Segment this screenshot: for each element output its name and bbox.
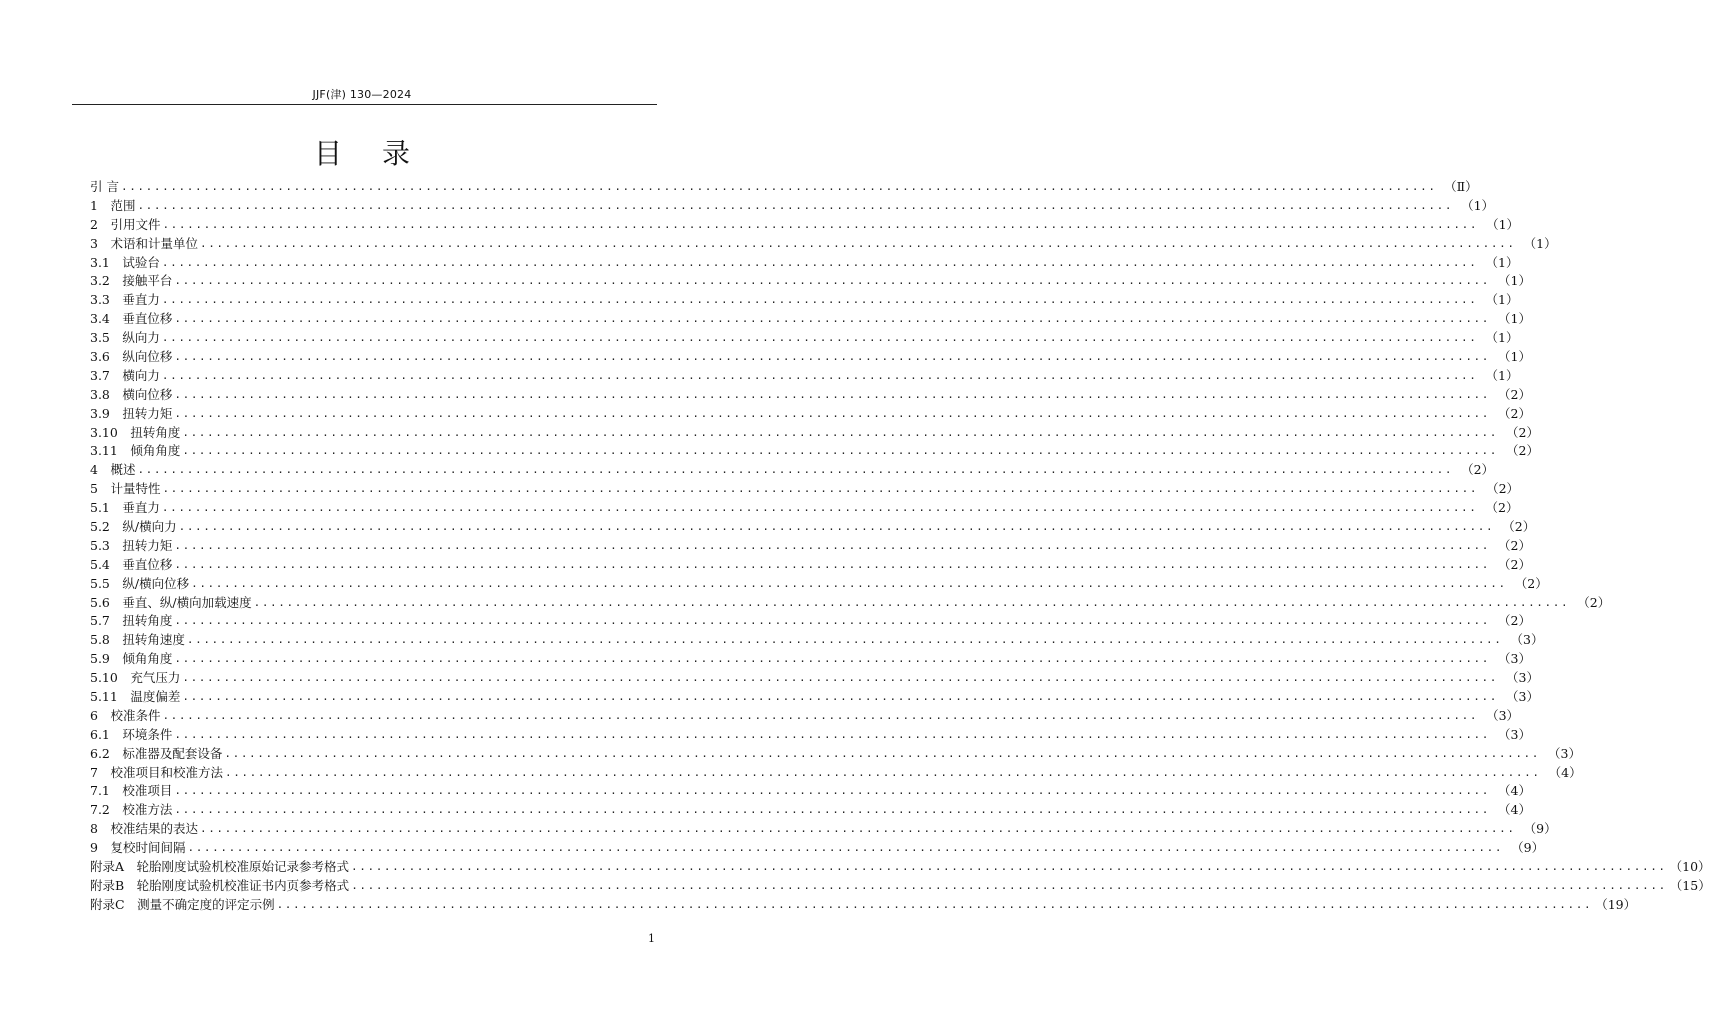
toc-entry (90, 839, 1545, 858)
toc-entry (90, 518, 1536, 537)
toc-entry-page: （2） (1577, 594, 1611, 610)
toc-dot-leader: ................................................................................................................................................................ (276, 897, 1593, 911)
toc-entry-page: （2） (1502, 519, 1536, 535)
toc-entry-page: （2） (1498, 556, 1531, 572)
toc-entry (90, 575, 1548, 594)
toc-entry (90, 235, 1557, 254)
toc-dot-leader: ................................................................................................................................................................ (174, 274, 1490, 288)
toc-dot-leader: ................................................................................................................................................................ (137, 463, 1454, 477)
toc-entry (90, 858, 1711, 877)
toc-entry-page: （1） (1486, 216, 1520, 232)
toc-entry-label: 5.7 扭转角度 (90, 613, 173, 629)
toc-entry (90, 537, 1531, 556)
toc-dot-leader: ................................................................................................................................................................ (174, 727, 1490, 741)
toc-entry-label: 3.7 横向力 (90, 367, 160, 383)
toc-dot-leader: ................................................................................................................................................................ (182, 671, 1498, 685)
toc-entry (90, 669, 1539, 688)
toc-dot-leader: ................................................................................................................................................................ (191, 576, 1507, 590)
toc-dot-leader: ................................................................................................................................................................ (253, 595, 1570, 609)
toc-entry (90, 480, 1520, 499)
toc-entry-page: （2） (1506, 424, 1539, 440)
toc-entry-label: 1 范围 (90, 197, 136, 213)
toc-entry-label: 3.11 倾角角度 (90, 443, 181, 459)
toc-entry (90, 801, 1531, 820)
toc-entry-label: 5.3 扭转力矩 (90, 537, 173, 553)
toc-dot-leader: ................................................................................................................................................................ (161, 368, 1478, 382)
toc-entry-label: 附录C 测量不确定度的评定示例 (90, 896, 275, 912)
toc-entry-page: （2） (1461, 462, 1495, 478)
toc-entry-label: 5.10 充气压力 (90, 670, 181, 686)
toc-dot-leader: ................................................................................................................................................................ (182, 425, 1498, 439)
toc-entry (90, 726, 1531, 745)
toc-entry-label: 5.8 扭转角速度 (90, 632, 185, 648)
toc-dot-leader: ................................................................................................................................................................ (174, 784, 1490, 798)
toc-entry-label: 3.5 纵向力 (90, 330, 160, 346)
toc-dot-leader: ................................................................................................................................................................ (174, 312, 1490, 326)
toc-dot-leader: ................................................................................................................................................................ (224, 746, 1540, 760)
table-of-contents (90, 178, 1711, 915)
toc-entry (90, 254, 1519, 273)
toc-entry-page: （2） (1485, 500, 1519, 516)
toc-entry (90, 310, 1531, 329)
toc-entry-page: （15） (1669, 877, 1711, 893)
toc-dot-leader: ................................................................................................................................................................ (186, 633, 1503, 647)
toc-entry-page: （2） (1486, 481, 1520, 497)
toc-dot-leader: ................................................................................................................................................................ (187, 841, 1504, 855)
toc-entry-label: 2 引用文件 (90, 216, 161, 232)
toc-dot-leader: ................................................................................................................................................................ (351, 860, 1667, 874)
toc-entry-page: （1） (1498, 349, 1531, 364)
toc-dot-leader: ................................................................................................................................................................ (161, 331, 1478, 345)
toc-entry (90, 650, 1531, 669)
toc-entry (90, 405, 1531, 424)
toc-entry (90, 291, 1519, 310)
toc-dot-leader: ................................................................................................................................................................ (199, 822, 1516, 836)
toc-entry-page: （3） (1506, 689, 1539, 705)
toc-entry (90, 594, 1611, 613)
toc-dot-leader: ................................................................................................................................................................ (162, 708, 1479, 722)
toc-entry-page: （1） (1498, 273, 1531, 289)
toc-entry (90, 783, 1531, 802)
toc-entry-label: 9 复校时间间隔 (90, 840, 186, 856)
toc-dot-leader: ................................................................................................................................................................ (174, 803, 1490, 817)
toc-entry-label: 5 计量特性 (90, 481, 161, 497)
toc-entry-page: （2） (1498, 405, 1531, 421)
toc-entry-page: （3） (1486, 707, 1520, 723)
toc-entry-label: 5.2 纵/横向力 (90, 519, 177, 535)
toc-entry-label: 附录A 轮胎刚度试验机校准原始记录参考格式 (90, 859, 350, 875)
toc-entry-page: （10） (1669, 859, 1711, 875)
toc-entry-page: （1） (1485, 367, 1519, 383)
toc-entry-page: （3） (1548, 745, 1581, 761)
toc-entry (90, 688, 1539, 707)
toc-entry-page: （Ⅱ） (1444, 178, 1478, 194)
document-header-code: JJF(津) 130—2024 (312, 88, 412, 101)
toc-entry (90, 461, 1495, 480)
header-rule (72, 104, 657, 105)
toc-entry (90, 178, 1478, 197)
toc-entry-page: （2） (1498, 537, 1531, 553)
toc-entry-label: 7.1 校准项目 (90, 783, 173, 799)
toc-entry-page: （1） (1485, 330, 1519, 346)
toc-dot-leader: ................................................................................................................................................................ (174, 406, 1490, 420)
toc-dot-leader: ................................................................................................................................................................ (174, 538, 1490, 552)
toc-dot-leader: ................................................................................................................................................................ (161, 501, 1478, 515)
toc-entry-label: 5.6 垂直、纵/横向加载速度 (90, 594, 252, 610)
toc-entry-page: （4） (1498, 783, 1531, 799)
toc-entry (90, 707, 1520, 726)
toc-entry-page: （1） (1485, 292, 1519, 308)
toc-entry-page: （19） (1595, 896, 1637, 912)
toc-entry-label: 3.1 试验台 (90, 254, 160, 270)
toc-dot-leader: ................................................................................................................................................................ (174, 614, 1490, 628)
toc-entry-page: （4） (1498, 802, 1531, 818)
toc-entry (90, 631, 1544, 650)
toc-entry-label: 5.9 倾角角度 (90, 651, 173, 667)
toc-entry (90, 764, 1582, 783)
toc-entry-label: 5.5 纵/横向位移 (90, 575, 190, 591)
toc-entry (90, 745, 1581, 764)
toc-entry (90, 820, 1557, 839)
toc-entry-page: （3） (1498, 651, 1531, 667)
toc-entry-page: （3） (1506, 670, 1539, 686)
toc-entry-page: （2） (1506, 443, 1539, 459)
toc-entry (90, 216, 1520, 235)
page-title: 目录 (313, 137, 450, 170)
toc-dot-leader: ................................................................................................................................................................ (174, 350, 1490, 363)
toc-entry (90, 197, 1495, 216)
toc-entry-page: （1） (1485, 254, 1519, 270)
toc-entry-page: （2） (1514, 575, 1548, 591)
toc-entry-label: 3.4 垂直位移 (90, 311, 173, 327)
toc-dot-leader: ................................................................................................................................................................ (174, 652, 1490, 666)
toc-entry-label: 8 校准结果的表达 (90, 821, 198, 837)
toc-entry-page: （4） (1548, 764, 1582, 780)
toc-entry (90, 386, 1531, 405)
page-number: 1 (648, 932, 655, 945)
toc-entry-label: 4 概述 (90, 462, 136, 478)
toc-entry-label: 3.10 扭转角度 (90, 424, 181, 440)
toc-dot-leader: ................................................................................................................................................................ (182, 444, 1498, 458)
toc-entry-page: （2） (1498, 386, 1531, 402)
toc-entry-label: 6 校准条件 (90, 707, 161, 723)
toc-entry-page: （1） (1498, 311, 1531, 327)
toc-entry-label: 5.11 温度偏差 (90, 689, 181, 705)
toc-entry (90, 556, 1531, 575)
toc-entry-label: 3.9 扭转力矩 (90, 405, 173, 421)
toc-entry-label: 引 言 (90, 178, 119, 194)
toc-entry-page: （3） (1510, 632, 1544, 648)
toc-dot-leader: ................................................................................................................................................................ (120, 179, 1437, 193)
toc-entry-label: 7 校准项目和校准方法 (90, 764, 223, 780)
toc-entry-label: 5.4 垂直位移 (90, 556, 173, 572)
toc-dot-leader: ................................................................................................................................................................ (162, 217, 1479, 231)
toc-entry (90, 329, 1519, 348)
toc-entry-page: （1） (1523, 235, 1557, 251)
toc-dot-leader: ................................................................................................................................................................ (224, 765, 1541, 779)
toc-dot-leader: ................................................................................................................................................................ (161, 293, 1478, 307)
toc-entry (90, 896, 1637, 915)
toc-entry-label: 3.8 横向位移 (90, 386, 173, 402)
toc-entry-label: 附录B 轮胎刚度试验机校准证书内页参考格式 (90, 877, 350, 893)
toc-dot-leader: ................................................................................................................................................................ (351, 878, 1667, 892)
toc-entry-label: 3.6 纵向位移 (90, 349, 173, 364)
toc-entry (90, 272, 1531, 291)
toc-entry-page: （9） (1523, 821, 1557, 837)
toc-entry-label: 6.2 标准器及配套设备 (90, 745, 223, 761)
toc-dot-leader: ................................................................................................................................................................ (174, 557, 1490, 571)
toc-entry (90, 612, 1531, 631)
toc-entry-page: （2） (1498, 613, 1531, 629)
toc-entry-label: 3.2 接触平台 (90, 273, 173, 289)
toc-entry-page: （1） (1461, 197, 1495, 213)
toc-entry-label: 5.1 垂直力 (90, 500, 160, 516)
toc-entry-label: 7.2 校准方法 (90, 802, 173, 818)
toc-dot-leader: ................................................................................................................................................................ (174, 387, 1490, 401)
toc-entry (90, 424, 1539, 443)
toc-entry-page: （9） (1511, 840, 1545, 856)
toc-entry (90, 367, 1519, 386)
toc-entry-label: 3.3 垂直力 (90, 292, 160, 308)
toc-dot-leader: ................................................................................................................................................................ (182, 690, 1498, 704)
toc-entry-page: （3） (1498, 726, 1531, 742)
toc-dot-leader: ................................................................................................................................................................ (162, 482, 1479, 496)
toc-entry (90, 877, 1711, 896)
toc-entry-label: 3 术语和计量单位 (90, 235, 198, 251)
toc-dot-leader: ................................................................................................................................................................ (161, 255, 1478, 269)
toc-entry (90, 499, 1519, 518)
toc-dot-leader: ................................................................................................................................................................ (199, 236, 1516, 250)
toc-entry-label: 6.1 环境条件 (90, 726, 173, 742)
toc-dot-leader: ................................................................................................................................................................ (137, 198, 1454, 212)
toc-entry (90, 348, 1531, 367)
toc-dot-leader: ................................................................................................................................................................ (178, 520, 1495, 534)
toc-entry (90, 442, 1539, 461)
